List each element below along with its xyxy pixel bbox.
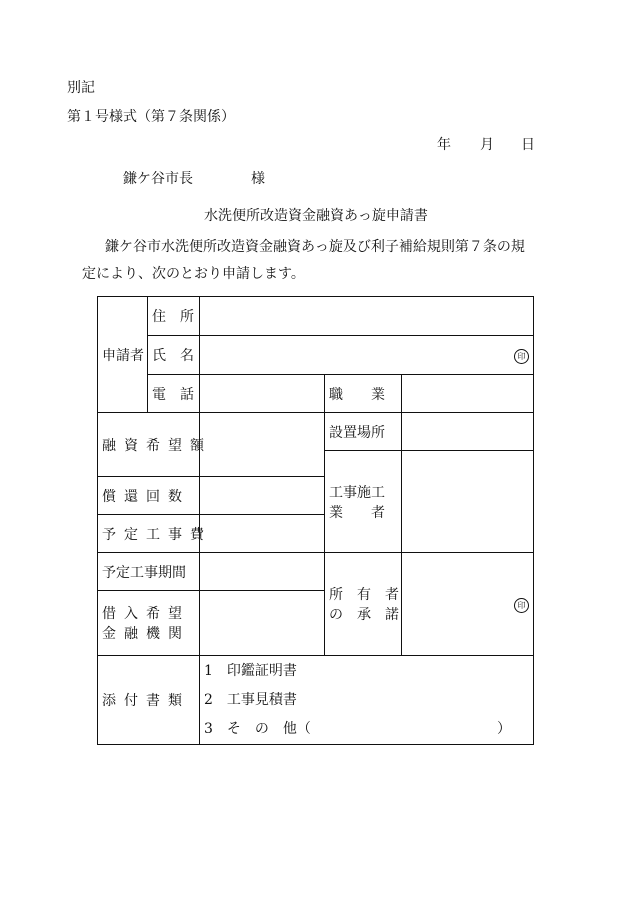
install-location-field[interactable] bbox=[402, 413, 534, 451]
institution-label-line-2: 金融機関 bbox=[102, 626, 190, 642]
install-location-label: 設置場所 bbox=[325, 413, 402, 451]
cost-label: 予定工事費 bbox=[98, 515, 200, 553]
appendix-label: 別記 bbox=[67, 80, 95, 96]
contractor-label bbox=[325, 451, 402, 553]
phone-label: 電 話 bbox=[148, 375, 200, 413]
phone-field[interactable] bbox=[200, 375, 325, 413]
date-year: 年 bbox=[437, 137, 451, 153]
attachment-item-2: 2 工事見積書 bbox=[204, 691, 297, 708]
loan-amount-label: 融資希望額 bbox=[98, 413, 200, 477]
address-label: 住 所 bbox=[148, 297, 200, 336]
period-label: 予定工事期間 bbox=[98, 553, 200, 591]
name-label: 氏 名 bbox=[148, 336, 200, 375]
repayment-field[interactable] bbox=[200, 477, 325, 515]
loan-amount-field[interactable] bbox=[200, 413, 325, 477]
date-month: 月 bbox=[480, 137, 494, 153]
owner-consent-label-line-1: 所 有 者 bbox=[329, 587, 399, 603]
institution-field[interactable] bbox=[200, 591, 325, 656]
attachment-item-3 bbox=[204, 715, 529, 744]
attachment-item-1: 1 印鑑証明書 bbox=[204, 662, 297, 679]
period-field[interactable] bbox=[200, 553, 325, 591]
institution-label bbox=[98, 591, 200, 656]
owner-consent-label-line-2: の 承 諾 bbox=[329, 607, 399, 623]
addressee: 鎌ケ谷市長 bbox=[123, 171, 193, 187]
institution-label-line-1: 借入希望 bbox=[102, 606, 190, 622]
document-title: 水洗便所改造資金融資あっ旋申請書 bbox=[204, 208, 428, 224]
contractor-field[interactable] bbox=[402, 451, 534, 553]
attachments-cell bbox=[200, 656, 534, 745]
seal-icon: 印 bbox=[514, 349, 529, 364]
attachments-label: 添付書類 bbox=[98, 656, 200, 745]
body-line-2: 定により、次のとおり申請します。 bbox=[82, 266, 305, 282]
repayment-label: 償還回数 bbox=[98, 477, 200, 515]
owner-consent-field[interactable] bbox=[402, 553, 534, 656]
contractor-label-line-1: 工事施工 bbox=[329, 484, 385, 501]
occupation-label: 職 業 bbox=[325, 375, 402, 413]
contractor-label-line-2: 業 者 bbox=[329, 504, 385, 521]
body-line-1: 鎌ケ谷市水洗便所改造資金融資あっ旋及び利子補給規則第７条の規 bbox=[105, 239, 525, 255]
occupation-field[interactable] bbox=[402, 375, 534, 413]
name-field[interactable] bbox=[200, 336, 534, 375]
attachment-item-3-close: ） bbox=[497, 720, 511, 737]
date-day: 日 bbox=[521, 137, 535, 153]
owner-consent-label bbox=[325, 553, 402, 656]
honorific: 様 bbox=[251, 171, 265, 187]
application-table bbox=[97, 296, 534, 745]
applicant-label: 申請者 bbox=[98, 297, 148, 413]
attachment-item-3-label: 3 そ の 他（ bbox=[204, 720, 311, 737]
seal-icon: 印 bbox=[514, 598, 529, 613]
address-field[interactable] bbox=[200, 297, 534, 336]
form-number: 第１号様式（第７条関係） bbox=[67, 109, 235, 125]
cost-field[interactable] bbox=[200, 515, 325, 553]
